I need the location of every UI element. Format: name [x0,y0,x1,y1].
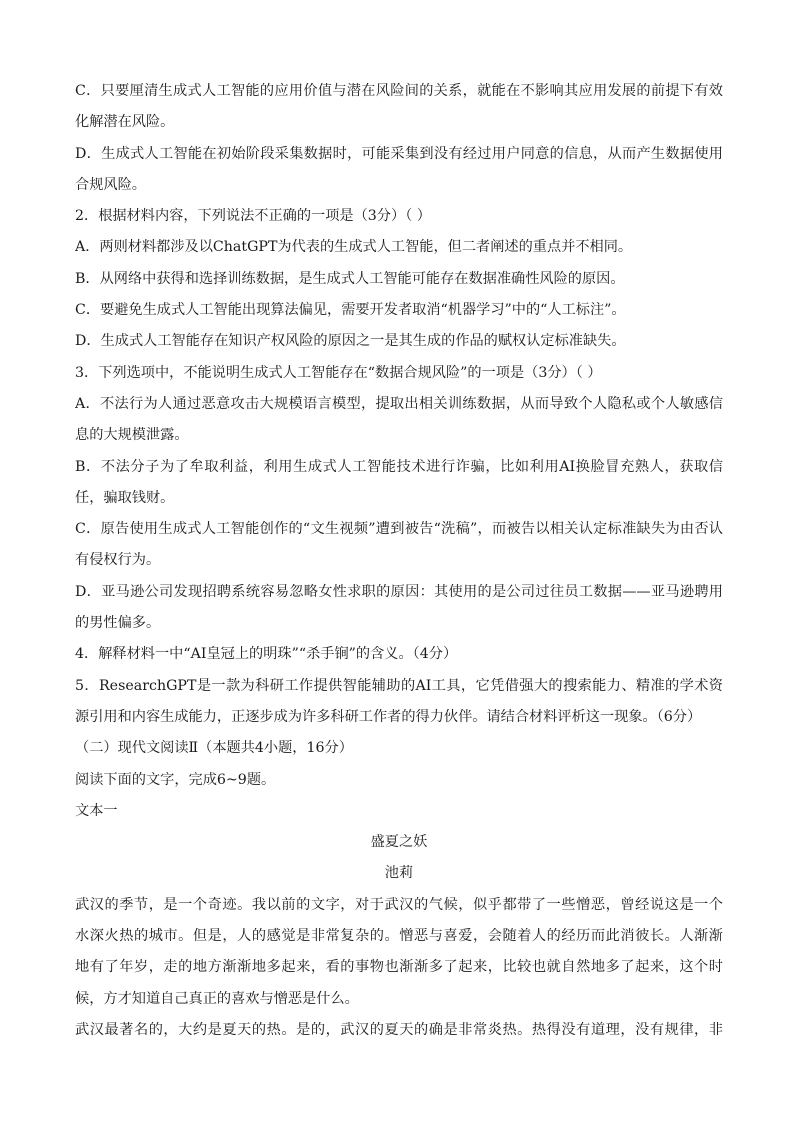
text-line: 息的大规模泄露。 [75,427,189,444]
text-line: （二）现代文阅读Ⅱ（本题共4小题，16分） [75,740,353,757]
text-line: 阅读下面的文字，完成6~9题。 [75,771,276,788]
text-line: 池莉 [384,865,414,882]
text-line: 合规风险。 [75,176,146,193]
text-line: 地有了年岁，走的地方渐渐地多起来，看的事物也渐渐多了起来，比较也就自然地多了起来，这个时 [75,959,723,976]
text-line: A．两则材料都涉及以ChatGPT为代表的生成式人工智能，但二者阐述的重点并不相同。 [75,239,633,256]
text-line: 武汉的季节，是一个奇迹。我以前的文字，对于武汉的气候，似乎都带了一些憎恶，曾经说这是一个 [75,896,723,913]
text-line: 武汉最著名的，大约是夏天的热。是的，武汉的夏天的确是非常炎热。热得没有道理，没有规律，非 [75,1021,723,1038]
text-line: B．从网络中获得和选择训练数据，是生成式人工智能可能存在数据准确性风险的原因。 [75,270,625,287]
text-line: 的男性偏多。 [75,615,161,632]
text-line: 有侵权行为。 [75,552,161,569]
text-line: 5．ResearchGPT是一款为科研工作提供智能辅助的AI工具，它凭借强大的搜索能力、精准的学术资 [75,677,723,694]
text-line: C．只要厘清生成式人工智能的应用价值与潜在风险间的关系，就能在不影响其应用发展的前提下有效 [75,83,723,99]
text-line: 候，方才知道自己真正的喜欢与憎恶是什么。 [75,990,359,1007]
text-line: 4．解释材料一中“AI皇冠上的明珠”“杀手锏”的含义。（4分） [75,646,458,663]
text-line: 盛夏之妖 [370,834,428,851]
text-line: 3．下列选项中，不能说明生成式人工智能存在“数据合规风险”的一项是（3分）（ ） [75,364,602,381]
text-line: 文本一 [75,802,118,819]
text-line: 2．根据材料内容，下列说法不正确的一项是（3分）（ ） [75,208,431,225]
document-page [75,76,723,1046]
text-line: D．生成式人工智能在初始阶段采集数据时，可能采集到没有经过用户同意的信息，从而产生数据使用 [75,145,723,162]
text-line: 源引用和内容生成能力，正逐步成为许多科研工作者的得力伙伴。请结合材料评析这一现象。（6分） [75,708,702,725]
text-line: B．不法分子为了牟取利益，利用生成式人工智能技术进行诈骗，比如利用AI换脸冒充熟人，获取信 [75,458,723,475]
text-line: A．不法行为人通过恶意攻击大规模语言模型，提取出相关训练数据，从而导致个人隐私或个人敏感信 [75,395,723,412]
text-line: D．生成式人工智能存在知识产权风险的原因之一是其生成的作品的赋权认定标准缺失。 [75,333,626,350]
text-line: 水深火热的城市。但是，人的感觉是非常复杂的。憎恶与喜爱，会随着人的经历而此消彼长。人渐渐 [75,928,723,945]
text-line: C．要避免生成式人工智能出现算法偏见，需要开发者取消“机器学习”中的“人工标注”。 [75,302,626,319]
text-line: C．原告使用生成式人工智能创作的“文生视频”遭到被告“洗稿”，而被告以相关认定标准缺失为由否认 [75,521,723,538]
text-line: D．亚马逊公司发现招聘系统容易忽略女性求职的原因：其使用的是公司过往员工数据——亚马逊聘用 [75,583,723,600]
text-line: 化解潜在风险。 [75,114,175,131]
text-line: 任，骗取钱财。 [75,489,175,506]
